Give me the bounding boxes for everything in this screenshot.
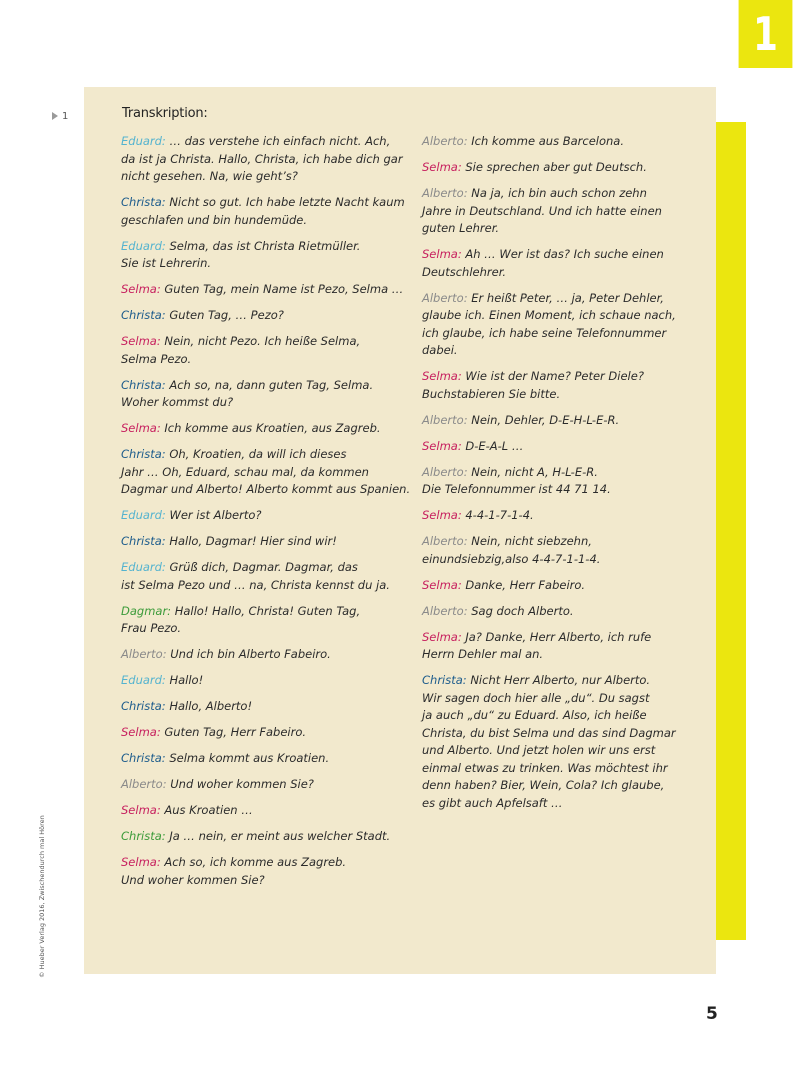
dialogue-turn	[422, 672, 714, 812]
play-icon	[52, 112, 58, 120]
dialogue-line	[422, 342, 714, 360]
speaker-name: Selma:	[121, 725, 161, 739]
dialogue-text: Wer ist Alberto?	[169, 508, 262, 522]
dialogue-turn	[121, 533, 411, 551]
transcript-title: Transkription:	[122, 106, 208, 121]
dialogue-text: Nein, nicht A, H-L-E-R.	[471, 464, 598, 479]
dialogue-turn	[422, 412, 714, 430]
track-number: 1	[62, 111, 69, 122]
dialogue-line	[422, 386, 714, 404]
dialogue-text: Jahr … Oh, Eduard, schau mal, da kommen	[121, 464, 369, 479]
dialogue-text: Danke, Herr Fabeiro.	[465, 577, 586, 592]
dialogue-line	[121, 507, 411, 525]
dialogue-text: Christa, du bist Selma und das sind Dagmar	[422, 725, 676, 740]
dialogue-line	[121, 750, 411, 768]
speaker-name: Christa:	[121, 377, 166, 392]
dialogue-line	[422, 481, 714, 499]
dialogue-line	[422, 690, 714, 708]
dialogue-text: Aus Kroatien …	[164, 803, 253, 817]
dialogue-text: Frau Pezo.	[121, 621, 182, 635]
dialogue-turn	[121, 724, 411, 742]
dialogue-turn	[121, 559, 411, 594]
dialogue-text: Und ich bin Alberto Fabeiro.	[170, 647, 331, 661]
dialogue-line	[121, 351, 411, 369]
dialogue-text: 4-4-1-7-1-4.	[465, 508, 534, 522]
dialogue-line	[121, 333, 411, 351]
dialogue-line	[121, 133, 411, 151]
dialogue-text: guten Lehrer.	[422, 221, 500, 235]
speaker-name: Selma:	[422, 438, 462, 453]
dialogue-text: Herrn Dehler mal an.	[422, 647, 544, 661]
dialogue-line	[121, 238, 411, 256]
dialogue-turn	[121, 603, 411, 638]
dialogue-line	[121, 620, 411, 638]
dialogue-line	[121, 828, 411, 846]
dialogue-line	[422, 246, 714, 264]
speaker-name: Christa:	[121, 829, 166, 843]
dialogue-line	[422, 290, 714, 308]
dialogue-text: … das verstehe ich einfach nicht. Ach,	[169, 134, 391, 148]
speaker-name: Selma:	[422, 369, 462, 383]
speaker-name: Christa:	[121, 308, 166, 322]
dialogue-text: Oh, Kroatien, da will ich dieses	[169, 447, 347, 461]
speaker-name: Selma:	[422, 629, 462, 644]
speaker-name: Alberto:	[121, 647, 167, 661]
transcript-left-column	[121, 133, 411, 898]
dialogue-text: Woher kommst du?	[121, 395, 234, 409]
dialogue-turn	[121, 446, 411, 499]
dialogue-line	[422, 777, 714, 795]
dialogue-line	[422, 760, 714, 778]
dialogue-line	[121, 672, 411, 690]
dialogue-text: Nicht so gut. Ich habe letzte Nacht kaum	[169, 195, 405, 209]
dialogue-line	[422, 307, 714, 325]
dialogue-text: Ich komme aus Barcelona.	[471, 134, 625, 148]
dialogue-turn	[121, 420, 411, 438]
dialogue-text: Ja … nein, er meint aus welcher Stadt.	[169, 829, 391, 843]
dialogue-text: Nicht Herr Alberto, nur Alberto.	[470, 673, 651, 687]
dialogue-line	[422, 264, 714, 282]
dialogue-turn	[422, 246, 714, 281]
dialogue-line	[422, 533, 714, 551]
speaker-name: Christa:	[121, 534, 166, 548]
dialogue-line	[422, 507, 714, 525]
dialogue-text: Buchstabieren Sie bitte.	[422, 386, 561, 401]
dialogue-text: Ja? Danke, Herr Alberto, ich rufe	[465, 629, 652, 644]
speaker-name: Selma:	[121, 855, 161, 869]
dialogue-line	[121, 481, 411, 499]
dialogue-text: einmal etwas zu trinken. Was möchtest ihr	[422, 760, 668, 775]
dialogue-text: Guten Tag, Herr Fabeiro.	[164, 725, 307, 739]
dialogue-line	[121, 307, 411, 325]
speaker-name: Selma:	[422, 247, 462, 261]
dialogue-line	[422, 795, 714, 813]
dialogue-line	[121, 872, 411, 890]
dialogue-text: Selma kommt aus Kroatien.	[169, 751, 330, 765]
dialogue-text: denn haben? Bier, Wein, Cola? Ich glaube,	[422, 778, 665, 792]
dialogue-turn	[121, 377, 411, 412]
dialogue-turn	[121, 507, 411, 525]
dialogue-turn	[121, 776, 411, 794]
dialogue-turn	[422, 133, 714, 151]
dialogue-turn	[121, 698, 411, 716]
dialogue-line	[121, 724, 411, 742]
dialogue-text: einundsiebzig,also 4-4-7-1-1-4.	[422, 551, 601, 566]
speaker-name: Alberto:	[422, 534, 468, 548]
speaker-name: Christa:	[121, 751, 166, 765]
dialogue-line	[422, 133, 714, 151]
dialogue-text: ist Selma Pezo und … na, Christa kennst du ja.	[121, 577, 390, 592]
dialogue-turn	[121, 194, 411, 229]
dialogue-turn	[422, 290, 714, 360]
chapter-color-bar	[716, 122, 746, 940]
dialogue-text: geschlafen und bin hundemüde.	[121, 212, 308, 227]
speaker-name: Selma:	[121, 334, 161, 348]
dialogue-line	[422, 577, 714, 595]
dialogue-line	[422, 159, 714, 177]
dialogue-text: Ach so, na, dann guten Tag, Selma.	[169, 377, 374, 392]
speaker-name: Eduard:	[121, 673, 166, 687]
dialogue-text: Und woher kommen Sie?	[121, 872, 265, 887]
dialogue-line	[422, 551, 714, 569]
dialogue-line	[121, 646, 411, 664]
dialogue-text: Hallo, Alberto!	[169, 699, 253, 713]
dialogue-turn	[422, 464, 714, 499]
dialogue-text: Wie ist der Name? Peter Diele?	[465, 369, 644, 383]
dialogue-turn	[121, 238, 411, 273]
dialogue-line	[121, 533, 411, 551]
dialogue-line	[121, 577, 411, 595]
dialogue-turn	[422, 438, 714, 456]
speaker-name: Eduard:	[121, 508, 166, 522]
speaker-name: Alberto:	[422, 134, 468, 148]
dialogue-turn	[121, 828, 411, 846]
speaker-name: Christa:	[121, 699, 166, 713]
dialogue-text: Guten Tag, … Pezo?	[169, 308, 284, 322]
dialogue-text: Ach so, ich komme aus Zagreb.	[164, 855, 347, 869]
speaker-name: Alberto:	[422, 412, 468, 427]
dialogue-text: Jahre in Deutschland. Und ich hatte einen	[422, 203, 662, 218]
dialogue-text: Nein, nicht Pezo. Ich heiße Selma,	[164, 334, 361, 348]
speaker-name: Christa:	[121, 195, 166, 209]
dialogue-text: Hallo!	[169, 673, 204, 687]
dialogue-turn	[422, 507, 714, 525]
dialogue-text: es gibt auch Apfelsaft …	[422, 795, 563, 810]
speaker-name: Alberto:	[422, 464, 468, 479]
dialogue-turn	[121, 672, 411, 690]
dialogue-text: Hallo! Hallo, Christa! Guten Tag,	[174, 603, 361, 618]
dialogue-line	[121, 464, 411, 482]
dialogue-text: Die Telefonnummer ist 44 71 14.	[422, 482, 611, 496]
dialogue-turn	[422, 185, 714, 238]
copyright-notice: © Hueber Verlag 2016, Zwischendurch mal Hören	[38, 815, 46, 978]
dialogue-line	[422, 220, 714, 238]
speaker-name: Selma:	[121, 803, 161, 817]
dialogue-text: und Alberto. Und jetzt holen wir uns erst	[422, 743, 656, 757]
dialogue-line	[422, 707, 714, 725]
dialogue-text: Und woher kommen Sie?	[170, 777, 314, 791]
dialogue-text: ja auch „du“ zu Eduard. Also, ich heiße	[422, 708, 647, 722]
dialogue-line	[121, 255, 411, 273]
dialogue-line	[422, 412, 714, 430]
dialogue-text: Ah … Wer ist das? Ich suche einen	[465, 247, 664, 261]
dialogue-line	[121, 854, 411, 872]
speaker-name: Christa:	[422, 673, 467, 687]
dialogue-text: Na ja, ich bin auch schon zehn	[471, 186, 647, 200]
dialogue-line	[422, 368, 714, 386]
dialogue-line	[422, 203, 714, 221]
chapter-tab: 1	[739, 0, 793, 68]
dialogue-line	[422, 438, 714, 456]
dialogue-line	[422, 629, 714, 647]
dialogue-text: Selma Pezo.	[121, 351, 192, 366]
dialogue-text: Sag doch Alberto.	[471, 603, 574, 618]
dialogue-turn	[422, 577, 714, 595]
dialogue-turn	[121, 802, 411, 820]
speaker-name: Alberto:	[422, 186, 468, 200]
page-number: 5	[706, 1004, 718, 1024]
dialogue-line	[121, 802, 411, 820]
dialogue-line	[121, 559, 411, 577]
dialogue-line	[121, 446, 411, 464]
dialogue-text: Dagmar und Alberto! Alberto kommt aus Spanien.	[121, 482, 411, 496]
speaker-name: Selma:	[422, 160, 462, 174]
speaker-name: Alberto:	[422, 603, 468, 618]
speaker-name: Eduard:	[121, 134, 166, 148]
dialogue-text: dabei.	[422, 343, 458, 357]
speaker-name: Alberto:	[422, 290, 468, 305]
dialogue-line	[121, 281, 411, 299]
dialogue-text: Guten Tag, mein Name ist Pezo, Selma …	[164, 282, 404, 296]
dialogue-line	[422, 464, 714, 482]
dialogue-turn	[121, 133, 411, 186]
speaker-name: Eduard:	[121, 238, 166, 253]
dialogue-turn	[422, 368, 714, 403]
dialogue-text: Grüß dich, Dagmar. Dagmar, das	[169, 560, 358, 574]
dialogue-line	[422, 325, 714, 343]
dialogue-turn	[422, 159, 714, 177]
dialogue-line	[422, 672, 714, 690]
dialogue-line	[121, 168, 411, 186]
dialogue-turn	[422, 629, 714, 664]
dialogue-line	[121, 377, 411, 395]
dialogue-line	[121, 603, 411, 621]
dialogue-turn	[121, 307, 411, 325]
dialogue-text: da ist ja Christa. Hallo, Christa, ich habe dich gar	[121, 151, 403, 166]
speaker-name: Dagmar:	[121, 603, 172, 618]
dialogue-line	[121, 776, 411, 794]
dialogue-text: Deutschlehrer.	[422, 264, 507, 279]
dialogue-line	[422, 185, 714, 203]
dialogue-turn	[121, 854, 411, 889]
dialogue-line	[121, 151, 411, 169]
dialogue-text: Sie ist Lehrerin.	[121, 256, 212, 270]
dialogue-line	[121, 698, 411, 716]
dialogue-line	[422, 603, 714, 621]
dialogue-text: D-E-A-L …	[465, 438, 524, 453]
speaker-name: Eduard:	[121, 560, 166, 574]
dialogue-turn	[121, 750, 411, 768]
dialogue-line	[121, 194, 411, 212]
dialogue-text: Hallo, Dagmar! Hier sind wir!	[169, 534, 337, 548]
dialogue-line	[121, 212, 411, 230]
dialogue-text: Sie sprechen aber gut Deutsch.	[465, 160, 647, 174]
dialogue-line	[422, 742, 714, 760]
dialogue-line	[121, 420, 411, 438]
dialogue-text: Ich komme aus Kroatien, aus Zagreb.	[164, 421, 381, 435]
dialogue-text: nicht gesehen. Na, wie geht’s?	[121, 169, 298, 183]
dialogue-turn	[422, 603, 714, 621]
dialogue-turn	[121, 333, 411, 368]
dialogue-turn	[422, 533, 714, 568]
dialogue-text: ich glaube, ich habe seine Telefonnummer	[422, 325, 667, 340]
dialogue-text: Nein, Dehler, D-E-H-L-E-R.	[471, 412, 620, 427]
speaker-name: Alberto:	[121, 777, 167, 791]
dialogue-line	[422, 725, 714, 743]
speaker-name: Selma:	[121, 282, 161, 296]
dialogue-text: glaube ich. Einen Moment, ich schaue nach,	[422, 308, 676, 322]
dialogue-text: Nein, nicht siebzehn,	[471, 534, 592, 548]
audio-track-marker	[52, 111, 68, 122]
transcript-right-column	[422, 133, 714, 821]
speaker-name: Selma:	[422, 577, 462, 592]
dialogue-line	[121, 394, 411, 412]
dialogue-text: Selma, das ist Christa Rietmüller.	[169, 238, 361, 253]
speaker-name: Selma:	[422, 508, 462, 522]
speaker-name: Christa:	[121, 447, 166, 461]
dialogue-text: Wir sagen doch hier alle „du“. Du sagst	[422, 690, 650, 705]
dialogue-text: Er heißt Peter, … ja, Peter Dehler,	[471, 290, 664, 305]
dialogue-turn	[121, 281, 411, 299]
speaker-name: Selma:	[121, 421, 161, 435]
dialogue-line	[422, 646, 714, 664]
dialogue-turn	[121, 646, 411, 664]
